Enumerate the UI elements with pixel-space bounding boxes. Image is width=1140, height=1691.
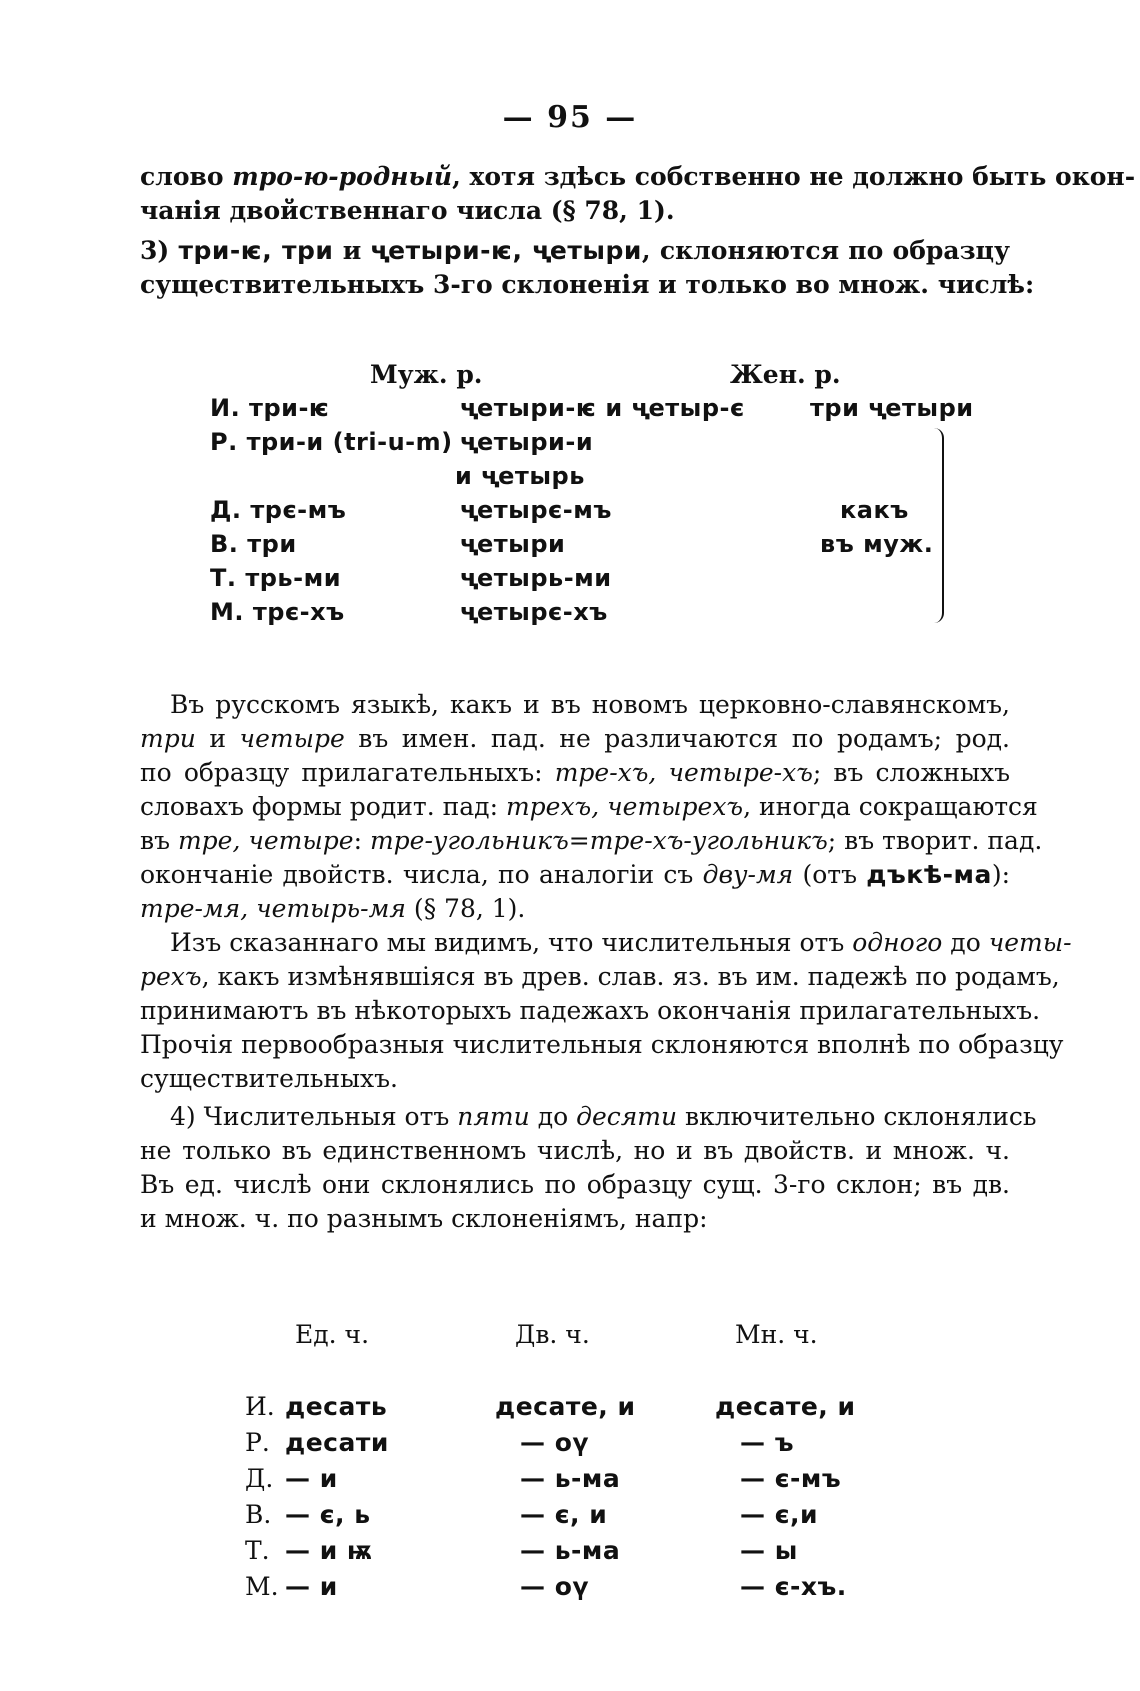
paragraph-5-line-2: не только въ единственномъ числѣ, но и въ двойств. и множ. ч.	[140, 1136, 1010, 1165]
paragraph-4	[140, 926, 1072, 1096]
paragraph-4-line-4: Прочія первообразныя числительныя склоняются вполнѣ по образцу	[140, 1030, 1064, 1059]
paragraph-2-line-2: существительныхъ 3-го склоненія и только во множ. числѣ:	[140, 270, 1035, 299]
paragraph-4-line-1: Изъ сказаннаго мы видимъ, что числительныя отъ одного до четы-	[170, 928, 1072, 957]
paragraph-4-line-5: существительныхъ.	[140, 1064, 398, 1093]
grouping-brace	[930, 428, 944, 623]
paragraph-5-line-4: и множ. ч. по разнымъ склоненіямъ, напр:	[140, 1204, 708, 1233]
paragraph-3-line-7: тре-мя, четырь-мя (§ 78, 1).	[140, 894, 526, 923]
paragraph-1-line-1: слово тро-ю-родный, хотя здѣсь собственно не должно быть окон-	[140, 162, 1136, 191]
paragraph-5	[140, 1100, 1037, 1236]
paragraph-3-line-2: три и четыре въ имен. пад. не различаются по родамъ; род.	[140, 724, 1010, 753]
paragraph-5-line-1: 4) Числительныя отъ пяти до десяти включительно склонялись	[170, 1102, 1037, 1131]
header-feminine: Жен. р.	[730, 360, 841, 389]
header-singular: Ед. ч.	[295, 1320, 370, 1349]
header-dual: Дв. ч.	[515, 1320, 590, 1349]
paragraph-3	[140, 688, 1043, 926]
book-page: — 95 — слово тро-ю-родный, хотя здѣсь собственно не должно быть окон- чанія двойственнаго числа (§ 78, 1). 3) три-ѥ, три и ҷетыри-ѥ, ҷетыри, склоняются по образцу существительныхъ 3-го склоненія и только во множ. числѣ: Муж. р. Жен. р. И. три-ѥ ҷетыри-ѥ и ҷетыр-є три ҷетыри Р. три-и (tri-u-m) ҷетыри-и и ҷетырь Д. трє-мъ ҷетырє-мъ какъ В. три ҷетыри въ муж. Т. трь-ми ҷетырь-ми М. трє-хъ ҷетырє-хъ Въ русскомъ языкѣ, какъ и въ новомъ церковно-славянскомъ, три и четыре въ имен. пад. не различаются по родамъ; род. по образцу прилагательныхъ: тре-хъ, четыре-хъ; въ сложныхъ словахъ формы родит. пад: трехъ, четырехъ, иногда сокращаются въ тре, четыре: тре-угольникъ=тре-хъ-угольникъ; въ творит. пад. окончаніе двойств. числа, по аналогіи съ дву-мя (отъ дъкѣ-ма): тре-мя, четырь-мя (§ 78, 1). Изъ сказаннаго мы видимъ, что числительныя отъ одного до четы- рехъ, какъ измѣнявшіяся въ древ. слав. яз. въ им. падежѣ по родамъ, принимаютъ въ нѣкоторыхъ падежахъ окончанія прилагательныхъ. Прочія первообразныя числительныя склоняются вполнѣ по образцу существительныхъ. 4) Числительныя отъ пяти до десяти включительно склонялись не только въ единственномъ числѣ, но и въ двойств. и множ. ч. Въ ед. числѣ они склонялись по образцу сущ. 3-го склон; въ дв. и множ. ч. по разнымъ склоненіямъ, напр: Ед. ч. Дв. ч. Мн. ч. И. десать десате, и десате, и Р. десати — оү — ъ Д. — и — ь-ма — є-мъ В. — є, ь — є, и — є,и Т. — и ѭ — ь-ма — ы М. — и — оү — є-хъ.	[0, 0, 1140, 1691]
header-plural: Мн. ч.	[735, 1320, 818, 1349]
paragraph-3-line-6: окончаніе двойств. числа, по аналогіи съ дву-мя (отъ дъкѣ-ма):	[140, 860, 1011, 889]
paragraph-2-line-1: 3) три-ѥ, три и ҷетыри-ѥ, ҷетыри, склоняются по образцу	[140, 236, 1010, 265]
paragraph-1-line-2: чанія двойственнаго числа (§ 78, 1).	[140, 196, 675, 225]
paragraph-4-line-3: принимаютъ въ нѣкоторыхъ падежахъ окончанія прилагательныхъ.	[140, 996, 1041, 1025]
paragraph-3-line-3: по образцу прилагательныхъ: тре-хъ, четыре-хъ; въ сложныхъ	[140, 758, 1010, 787]
header-masculine: Муж. р.	[370, 360, 483, 389]
paragraph-5-line-3: Въ ед. числѣ они склонялись по образцу сущ. 3-го склон; въ дв.	[140, 1170, 1010, 1199]
paragraph-3-line-4: словахъ формы родит. пад: трехъ, четырехъ, иногда сокращаются	[140, 792, 1038, 821]
page-number: — 95 —	[502, 100, 638, 135]
paragraph-3-line-1: Въ русскомъ языкѣ, какъ и въ новомъ церковно-славянскомъ,	[170, 690, 1010, 719]
paragraph-4-line-2: рехъ, какъ измѣнявшіяся въ древ. слав. яз. въ им. падежѣ по родамъ,	[140, 962, 1060, 991]
paragraph-2	[140, 234, 1035, 302]
paragraph-1	[140, 160, 1136, 228]
paragraph-3-line-5: въ тре, четыре: тре-угольникъ=тре-хъ-угольникъ; въ творит. пад.	[140, 826, 1043, 855]
